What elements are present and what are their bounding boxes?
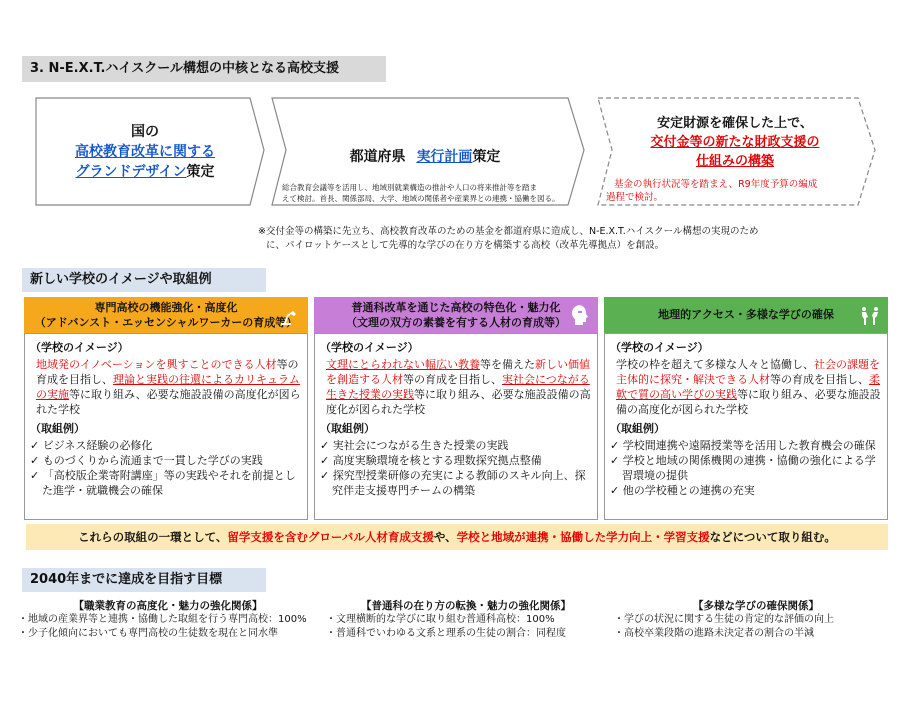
check-icon: ✓ (610, 439, 623, 452)
execution-plan-link: 実行計画 (416, 149, 473, 165)
column-header-title: 普通科改革を通じた高校の特色化・魅力化 (351, 301, 561, 314)
school-image-segment: 学校の枠を超えて多様な人々と協働し、 (616, 358, 814, 371)
school-image-text (610, 357, 882, 417)
check-icon: ✓ (30, 469, 43, 482)
school-image-segment: 文理にとらわれない幅広い教養 (326, 358, 480, 371)
check-icon: ✓ (320, 454, 333, 467)
school-image-segment: 実社会につながる生きた授業の実践 (326, 373, 590, 401)
goal-heading: 【多様な学びの確保関係】 (693, 600, 819, 612)
school-image-label: （学校のイメージ） (30, 341, 129, 354)
school-image-text (320, 357, 592, 417)
goals-columns (18, 598, 898, 658)
arrow-3-line3: 仕組みの構築 (695, 154, 774, 169)
column-header-title: 地理的アクセス・多様な学びの確保 (658, 308, 834, 321)
school-image-label: （学校のイメージ） (610, 341, 709, 354)
column-body (604, 333, 888, 520)
footnote-line1: ※交付金等の構築に先立ち、高校教育改革のための基金を都道府県に造成し、N-E.X.T.ハイスクール構想の実現のため (258, 226, 759, 237)
arrow-1-line1: 国の (131, 124, 159, 140)
arrow-3-note-line1: 基金の執行状況等を踏まえ、R9年度予算の編成 (614, 179, 818, 190)
column-header-subtitle: （文理の双方の素養を有する人材の育成等） (346, 316, 566, 329)
goal-item: ・高校卒業段階の進路未決定者の割合の半減 (614, 628, 814, 639)
example-text: 実社会につながる生きた授業の実践 (332, 439, 509, 452)
example-text: ビジネス経験の必修化 (42, 439, 153, 452)
goal-heading: 【職業教育の高度化・魅力の強化関係】 (73, 600, 263, 612)
school-column (314, 297, 598, 520)
goal-item: ・普通科でいわゆる文系と理系の生徒の割合：同程度 (326, 628, 566, 639)
school-image-segment: 等の育成を目指し、 (36, 358, 299, 386)
banner-segment: 学校と地域が連携・協働した学力向上・学習支援 (456, 530, 710, 544)
banner-segment: などについて取り組む。 (709, 530, 836, 544)
example-item (610, 438, 882, 453)
example-text: 高度実験環境を核とする理数探究拠点整備 (332, 454, 542, 467)
column-header-title: 専門高校の機能強化・高度化 (94, 301, 238, 314)
arrow-2-note-line1: 総合教育会議等を活用し、地域別就業構造の推計や人口の将来推計等を踏ま (282, 183, 537, 192)
example-text: ものづくりから流通まで一貫した学びの実践 (42, 454, 263, 467)
arrow-2-note-line2: えて検討。首長、関係部局、大学、地域の関係者や産業界との連携・協働を図る。 (282, 194, 560, 203)
school-image-segment: 等に取り組み、必要な施設設備の高度化が図られた学校 (326, 388, 591, 416)
example-text: 他の学校種との連携の充実 (622, 484, 755, 497)
school-image-segment: 社会の課題を主体的に探究・解決できる人材 (616, 358, 880, 386)
school-image-text (30, 357, 302, 417)
check-icon: ✓ (610, 454, 623, 467)
brain-head-icon (568, 303, 592, 327)
arrow-1-suffix: 策定 (186, 164, 215, 180)
examples-label: （取組例） (30, 422, 85, 435)
bottom-banner (26, 524, 888, 550)
example-item (610, 483, 882, 498)
goal-column (614, 598, 898, 641)
examples-list (610, 438, 882, 498)
arrow-3-line2: 交付金等の新たな財政支援の (650, 135, 820, 150)
new-school-title: 新しい学校のイメージや取組例 (22, 268, 266, 292)
column-header (314, 297, 598, 333)
school-column (24, 297, 308, 520)
school-image-segment: 理論と実践の往還によるカリキュラムの実施 (36, 373, 300, 401)
arrow-2-note (282, 182, 572, 204)
arrow-1 (40, 122, 250, 182)
goal-column (18, 598, 318, 641)
section-title: 3. N-E.X.T.ハイスクール構想の中核となる高校支援 (22, 56, 386, 82)
banner-segment: これらの取組の一環として、 (78, 530, 228, 544)
school-image-segment: 等に取り組み、必要な施設設備の高度化が図られた学校 (36, 388, 301, 416)
arrow-3 (612, 114, 858, 171)
new-school-columns (24, 297, 888, 520)
school-image-segment: 新しい価値を創造する人材 (326, 358, 590, 386)
goal-heading: 【普通科の在り方の転換・魅力の強化関係】 (361, 600, 571, 612)
example-item (30, 468, 302, 498)
school-image-segment: 等に取り組み、必要な施設設備の高度化が図られた学校 (616, 388, 881, 416)
goal-item: ・地域の産業界等と連携・協働した取組を行う専門高校：100% (18, 614, 307, 625)
grand-design-link: グランドデザイン (75, 164, 187, 180)
column-header-subtitle: （アドバンスト・エッセンシャルワーカーの育成等） (34, 316, 298, 329)
column-body (314, 333, 598, 520)
school-image-segment: 柔軟で質の高い学びの実践 (616, 373, 880, 401)
example-text: 「高校版企業寄附講座」等の実践やそれを前提とした進学・就職機会の確保 (42, 469, 296, 497)
people-icon (858, 303, 882, 327)
examples-list (30, 438, 302, 498)
robot-arm-icon (278, 303, 302, 327)
school-image-segment: 等の育成を目指し、 (770, 373, 869, 386)
example-text: 学校間連携や遠隔授業等を活用した教育機会の確保 (622, 439, 876, 452)
banner-segment: 留学支援を含むグローバル人材育成支援 (227, 530, 434, 544)
check-icon: ✓ (30, 439, 43, 452)
school-image-segment: 等を備えた (480, 358, 535, 371)
school-image-label: （学校のイメージ） (320, 341, 419, 354)
arrow-1-line3 (40, 162, 250, 182)
arrow-3-line1: 安定財源を確保した上で、 (657, 116, 813, 131)
example-item (610, 453, 882, 483)
footnote-line2: に、パイロットケースとして先導的な学びの在り方を構築する高校（改革先導拠点）を創設。 (266, 240, 665, 251)
column-header (24, 297, 308, 333)
arrow-2-prefix: 都道府県 (349, 149, 406, 165)
example-item (320, 438, 592, 453)
example-text: 学校と地域の関係機関の連携・協働の強化による学習環境の提供 (622, 454, 876, 482)
check-icon: ✓ (610, 484, 623, 497)
goal-item: ・学びの状況に関する生徒の肯定的な評価の向上 (614, 614, 834, 625)
goal-column (326, 598, 606, 641)
footnote (258, 225, 898, 253)
column-body (24, 333, 308, 520)
example-item (30, 438, 302, 453)
examples-label: （取組例） (320, 422, 375, 435)
arrow-3-note-line2: 過程で検討。 (606, 192, 664, 203)
example-text: 探究型授業研修の充実による教師のスキル向上、探究伴走支援専門チームの構築 (332, 469, 586, 497)
goal-item: ・文理横断的な学びに取り組む普通科高校：100% (326, 614, 555, 625)
arrow-2 (290, 146, 560, 166)
goal-item: ・少子化傾向においても専門高校の生徒数を現在と同水準 (18, 628, 278, 639)
arrow-2-suffix: 策定 (472, 149, 501, 165)
school-column (604, 297, 888, 520)
check-icon: ✓ (320, 469, 333, 482)
school-image-segment: 等の育成を目指し、 (403, 373, 502, 386)
examples-list (320, 438, 592, 498)
check-icon: ✓ (320, 439, 333, 452)
school-image-segment: 地域発のイノベーションを興すことのできる人材 (36, 358, 277, 371)
arrow-3-note (606, 178, 856, 204)
example-item (320, 468, 592, 498)
banner-segment: や、 (433, 530, 457, 544)
example-item (30, 453, 302, 468)
goals-title: 2040年までに達成を目指す目標 (22, 568, 266, 592)
check-icon: ✓ (30, 454, 43, 467)
example-item (320, 453, 592, 468)
column-header (604, 297, 888, 333)
examples-label: （取組例） (610, 422, 665, 435)
arrow-1-line2: 高校教育改革に関する (75, 144, 215, 160)
